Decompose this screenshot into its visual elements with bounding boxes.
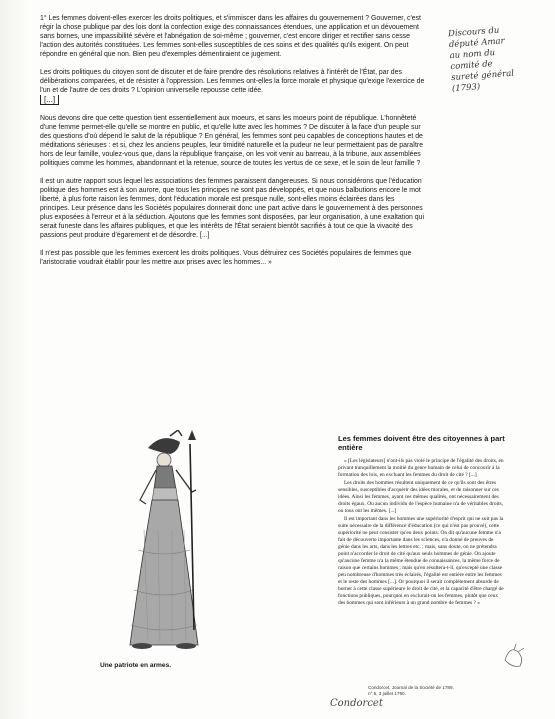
column-paragraph-3: Il est important dans les hommes une supériorité d'esprit qui ne soit pas la suite nécessaire de la différence d'éducation (ce qui n'est pas prouvé), cette supériorité ne peut consister qu'en deux points. On dit qu'aucune femme n'a fait de découverte importante dans les sciences, n'a donné de preuves de génie dans les arts, dans les lettres etc. ; mais, sans doute, on ne prétendra point n'accorder le droit de cité qu'aux seuls hommes de génie. On ajoute qu'aucune femme n'a la même étendue de connaissances, la même force de raison que certains hommes ; mais qu'en résultera-t-il, qu'excepté une classe peu nombreuse d'hommes très éclairés, l'égalité est entière entre les femmes et le reste des hommes [...]. Or pourquoi il serait complètement absurde de borner à cette classe supérieure le droit de cité, et la capacité d'être chargé de fonctions publiques, pourquoi en exclurait-on les femmes, plutôt que ceux des hommes qui sont inférieurs à un grand nombre de femmes ? » bbox=[338, 516, 504, 606]
patriot-woman-illustration bbox=[100, 430, 230, 660]
paragraph-1: 1° Les femmes doivent-elles exercer les droits politiques, et s'immiscer dans les affaires du gouvernement ? Gouverner, c'est régir la chose publique par des lois dont la confection exige des connaissances étendues, une application et un dévouement sans bornes, une impassibilité sévère et l'abnégation de soi-même ; gouverner, c'est encore diriger et rectifier sans cesse l'action des autorités constituées. Les femmes sont-elles susceptibles de ces soins et des qualités qu'ils exigent. On peut répondre en général que non. Bien peu d'exemples démentiraient ce jugement. bbox=[40, 15, 421, 58]
note-line: (1793) bbox=[451, 82, 481, 95]
speech-text bbox=[40, 14, 425, 276]
page-shadow bbox=[0, 0, 30, 719]
paragraph-2-text: Les droits politiques du citoyen sont de discuter et de faire prendre des résolutions relatives à l'intérêt de l'État, par des délibérations comparées, et de résister à l'oppression. Les femmes ont-elles la force morale et physique qu'exige l'exercice de l'un et de l'autre de ces droits ? L'opinion universelle repousse cette idée. bbox=[40, 69, 425, 94]
note-line: sureté général bbox=[450, 68, 515, 84]
column-paragraph-1: « [Les législateurs] n'ont-ils pas violé le principe de l'égalité des droits, en privant tranquillement la moitié du genre humain de celui de concourir à la formation des lois, en excluant les femmes du droit de cité ? [...] bbox=[338, 458, 504, 478]
note-line: député Amar bbox=[448, 36, 506, 51]
column-paragraph-2: Les droits des hommes résultent uniquement de ce qu'ils sont des êtres sensibles, susceptibles d'acquérir des idées morales, et de raisonner sur ces idées. Ainsi les femmes, ayant ces mêmes qualités, ont nécessairement des droits égaux. Ou aucun individu de l'espèce humaine n'a de véritables droits, ou tous ont les mêmes. [...] bbox=[338, 480, 503, 514]
handwritten-signature: Condorcet bbox=[330, 698, 383, 709]
condorcet-text bbox=[338, 458, 506, 608]
handwritten-note bbox=[448, 23, 542, 95]
source-line: Condorcet, Journal de la Société de 1789, bbox=[368, 685, 454, 690]
paragraph-3: Nous devons dire que cette question tient essentiellement aux moeurs, et sans les moeurs point de république. L'honnêteté d'une femme permet-elle qu'elle se montre en public, et qu'elle lutte avec les hommes ? De discuter à la face d'un peuple sur des questions d'où dépend le salut de la république ? En général, les femmes sont peu capables de conceptions hautes et de méditations sérieuses : et si, chez les anciens peuples, leur timidité naturelle et la pudeur ne leur permettaient pas de paraître hors de leur famille, voulez-vous que, dans la république française, on les voit venir au barreau, à la tribune, aux assemblées politiques comme les hommes, abandonnant et la retenue, source de toutes les vertus de ce sexe, et le soin de leur famille ? bbox=[40, 115, 424, 167]
column-title: Les femmes doivent être des citoyennes à part entière bbox=[338, 434, 505, 452]
paragraph-5: Il n'est pas possible que les femmes exercent les droits politiques. Vous détruirez ces Sociétés populaires de femmes que l'aristocratie voudrait établir pour les mettre aux prises avec les hommes... » bbox=[40, 250, 412, 266]
paragraph-4: Il est un autre rapport sous lequel les associations des femmes paraissent dangereuses. Si nous considérons que l'éducation politique des hommes est à son aurore, que tous les principes ne sont pas développés, et que nous balbutions encore le mot liberté, à plus forte raison les femmes, dont l'éducation morale est presque nulle, sont-elles moins éclairées dans les principes. Leur présence dans les Sociétés populaires donnerait donc une part active dans le gouvernement à des personnes plus exposées à l'erreur et à la séduction. Ajoutons que les femmes sont disposées, par leur organisation, à une exaltation qui serait funeste dans les affaires publiques, et que les intérêts de l'État seraient bientôt sacrifiés à tout ce que la vivacité des passions peut produire d'égarement et de désordre. [...] bbox=[40, 178, 424, 239]
note-line: comité de bbox=[450, 59, 493, 73]
note-line: au nom du bbox=[449, 47, 496, 62]
doodle-sketch-icon bbox=[500, 640, 530, 670]
omission-bracket: [...] bbox=[40, 95, 59, 105]
illustration-caption: Une patriote en armes. bbox=[100, 662, 172, 669]
paragraph-2 bbox=[40, 68, 425, 105]
note-line: Discours du bbox=[447, 25, 500, 40]
source-line: n° 5, 3 juillet 1790. bbox=[368, 691, 406, 696]
source-reference bbox=[368, 685, 454, 697]
